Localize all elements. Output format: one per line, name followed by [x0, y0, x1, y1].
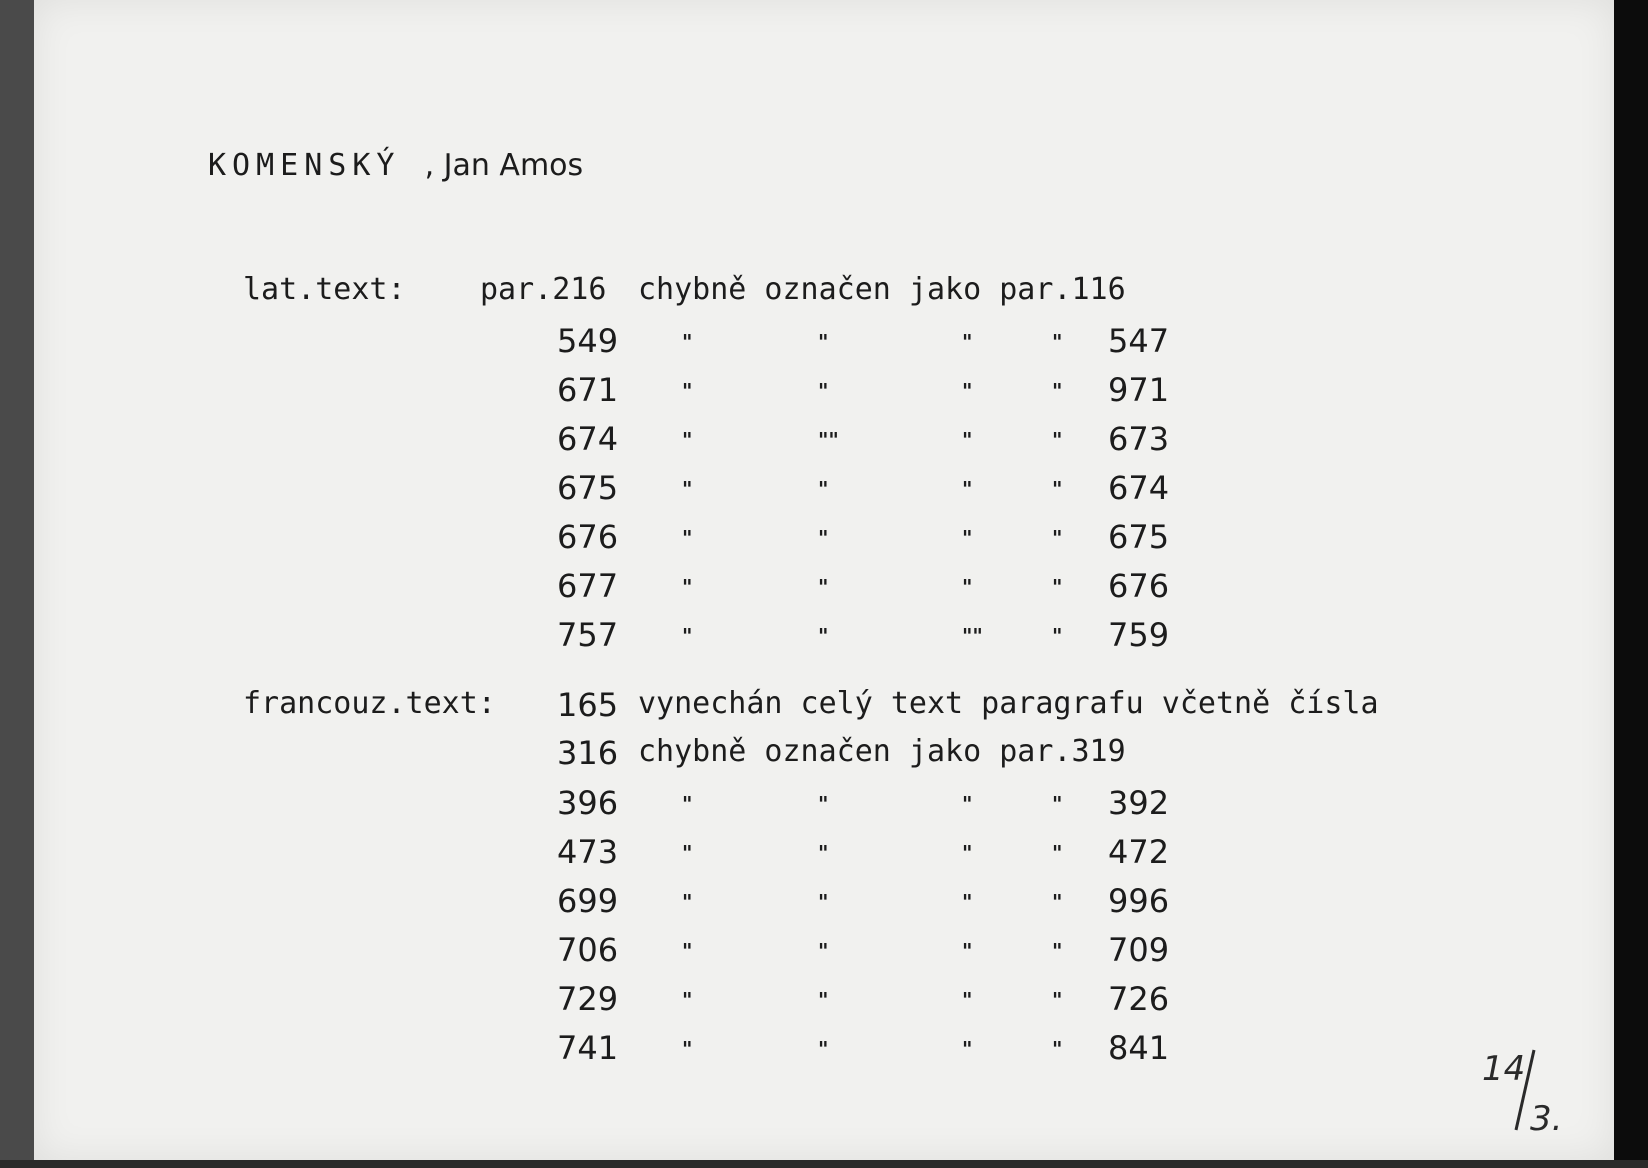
- fr-marked-as-number: 996: [1108, 882, 1170, 920]
- fr-row: [0, 833, 1648, 881]
- heading-surname: KOMENSKÝ: [208, 148, 401, 183]
- lat-row: [0, 567, 1648, 615]
- fr-ditto-mark: ": [1052, 988, 1063, 1012]
- lat-ditto-mark: "": [962, 624, 983, 648]
- lat-ditto-mark: ": [962, 477, 973, 501]
- lat-marked-as-number: 676: [1108, 567, 1170, 605]
- lat-ditto-mark: ": [962, 575, 973, 599]
- fr-ditto-mark: ": [962, 988, 973, 1012]
- lat-ditto-mark: ": [1052, 575, 1063, 599]
- lat-marked-as-number: 675: [1108, 518, 1170, 556]
- fr-ditto-mark: ": [682, 890, 693, 914]
- fr-ditto-mark: ": [962, 841, 973, 865]
- fr-ditto-mark: ": [818, 939, 829, 963]
- fr-ditto-mark: ": [818, 1037, 829, 1061]
- lat-ditto-mark: ": [962, 330, 973, 354]
- fr-ditto-mark: ": [818, 890, 829, 914]
- fr-first-rest: vynechán celý text paragrafu včetně čísla: [638, 686, 1379, 721]
- fr-par-number: 729: [557, 980, 619, 1018]
- lat-par-number: 757: [557, 616, 619, 654]
- lat-ditto-mark: ": [1052, 624, 1063, 648]
- lat-ditto-mark: ": [682, 428, 693, 452]
- card-heading: [208, 148, 583, 183]
- lat-par-number: 675: [557, 469, 619, 507]
- lat-ditto-mark: "": [818, 428, 839, 452]
- lat-ditto-mark: ": [682, 575, 693, 599]
- fr-ditto-mark: ": [818, 841, 829, 865]
- fr-ditto-mark: ": [818, 792, 829, 816]
- lat-row: [0, 371, 1648, 419]
- lat-ditto-mark: ": [1052, 379, 1063, 403]
- fr-section-label: francouz.text:: [243, 686, 496, 721]
- fr-marked-as-number: 709: [1108, 931, 1170, 969]
- fr-ditto-mark: ": [682, 988, 693, 1012]
- lat-par-number: 676: [557, 518, 619, 556]
- lat-ditto-mark: ": [682, 526, 693, 550]
- lat-ditto-mark: ": [962, 526, 973, 550]
- lat-ditto-mark: ": [962, 428, 973, 452]
- lat-marked-as-number: 673: [1108, 420, 1170, 458]
- fr-ditto-mark: ": [962, 939, 973, 963]
- fr-ditto-mark: ": [682, 1037, 693, 1061]
- card-number-denominator: 3.: [1530, 1099, 1563, 1138]
- lat-par-number: 677: [557, 567, 619, 605]
- fr-par-number: 699: [557, 882, 619, 920]
- lat-first-rest: chybně označen jako par.116: [638, 272, 1126, 307]
- lat-ditto-mark: ": [682, 379, 693, 403]
- fr-first-number: 165: [557, 686, 619, 724]
- fr-row: [0, 1029, 1648, 1077]
- lat-par-number: 671: [557, 371, 619, 409]
- card-number-numerator: 14: [1482, 1049, 1526, 1089]
- fr-par-number: 473: [557, 833, 619, 871]
- fr-ditto-mark: ": [682, 939, 693, 963]
- fr-ditto-mark: ": [1052, 841, 1063, 865]
- lat-marked-as-number: 547: [1108, 322, 1170, 360]
- fr-ditto-mark: ": [682, 841, 693, 865]
- fr-row: [0, 784, 1648, 832]
- lat-row: [0, 616, 1648, 664]
- lat-first-prefix: par.216: [480, 272, 607, 307]
- lat-ditto-mark: ": [1052, 526, 1063, 550]
- lat-ditto-mark: ": [818, 624, 829, 648]
- lat-ditto-mark: ": [818, 575, 829, 599]
- fr-second-rest: chybně označen jako par.319: [638, 734, 1126, 769]
- fr-ditto-mark: ": [1052, 890, 1063, 914]
- fr-row: [0, 882, 1648, 930]
- scan-bottom-edge: [0, 1160, 1648, 1168]
- lat-ditto-mark: ": [682, 477, 693, 501]
- fr-ditto-mark: ": [682, 792, 693, 816]
- fr-par-number: 706: [557, 931, 619, 969]
- fr-marked-as-number: 841: [1108, 1029, 1170, 1067]
- lat-ditto-mark: ": [1052, 330, 1063, 354]
- fr-ditto-mark: ": [962, 890, 973, 914]
- lat-marked-as-number: 759: [1108, 616, 1170, 654]
- lat-first-row: [0, 272, 1648, 320]
- lat-ditto-mark: ": [818, 477, 829, 501]
- fr-ditto-mark: ": [1052, 792, 1063, 816]
- lat-ditto-mark: ": [818, 379, 829, 403]
- lat-ditto-mark: ": [1052, 477, 1063, 501]
- lat-par-number: 549: [557, 322, 619, 360]
- fr-ditto-mark: ": [1052, 939, 1063, 963]
- lat-ditto-mark: ": [682, 330, 693, 354]
- fr-marked-as-number: 472: [1108, 833, 1170, 871]
- fr-ditto-mark: ": [1052, 1037, 1063, 1061]
- lat-row: [0, 322, 1648, 370]
- fr-second-number: 316: [557, 734, 619, 772]
- handwritten-card-number: [1476, 1038, 1586, 1138]
- fr-ditto-mark: ": [818, 988, 829, 1012]
- fr-ditto-mark: ": [962, 792, 973, 816]
- lat-par-number: 674: [557, 420, 619, 458]
- fr-marked-as-number: 392: [1108, 784, 1170, 822]
- fr-first-row: [0, 686, 1648, 734]
- lat-ditto-mark: ": [1052, 428, 1063, 452]
- lat-marked-as-number: 971: [1108, 371, 1170, 409]
- fr-second-row: [0, 734, 1648, 782]
- heading-given-name: , Jan Amos: [424, 148, 584, 183]
- fr-row: [0, 980, 1648, 1028]
- fr-marked-as-number: 726: [1108, 980, 1170, 1018]
- lat-row: [0, 518, 1648, 566]
- lat-ditto-mark: ": [682, 624, 693, 648]
- lat-row: [0, 420, 1648, 468]
- lat-section-label: lat.text:: [243, 272, 406, 307]
- fr-row: [0, 931, 1648, 979]
- fr-par-number: 741: [557, 1029, 619, 1067]
- fr-par-number: 396: [557, 784, 619, 822]
- lat-marked-as-number: 674: [1108, 469, 1170, 507]
- lat-ditto-mark: ": [962, 379, 973, 403]
- lat-row: [0, 469, 1648, 517]
- lat-ditto-mark: ": [818, 330, 829, 354]
- lat-ditto-mark: ": [818, 526, 829, 550]
- fr-ditto-mark: ": [962, 1037, 973, 1061]
